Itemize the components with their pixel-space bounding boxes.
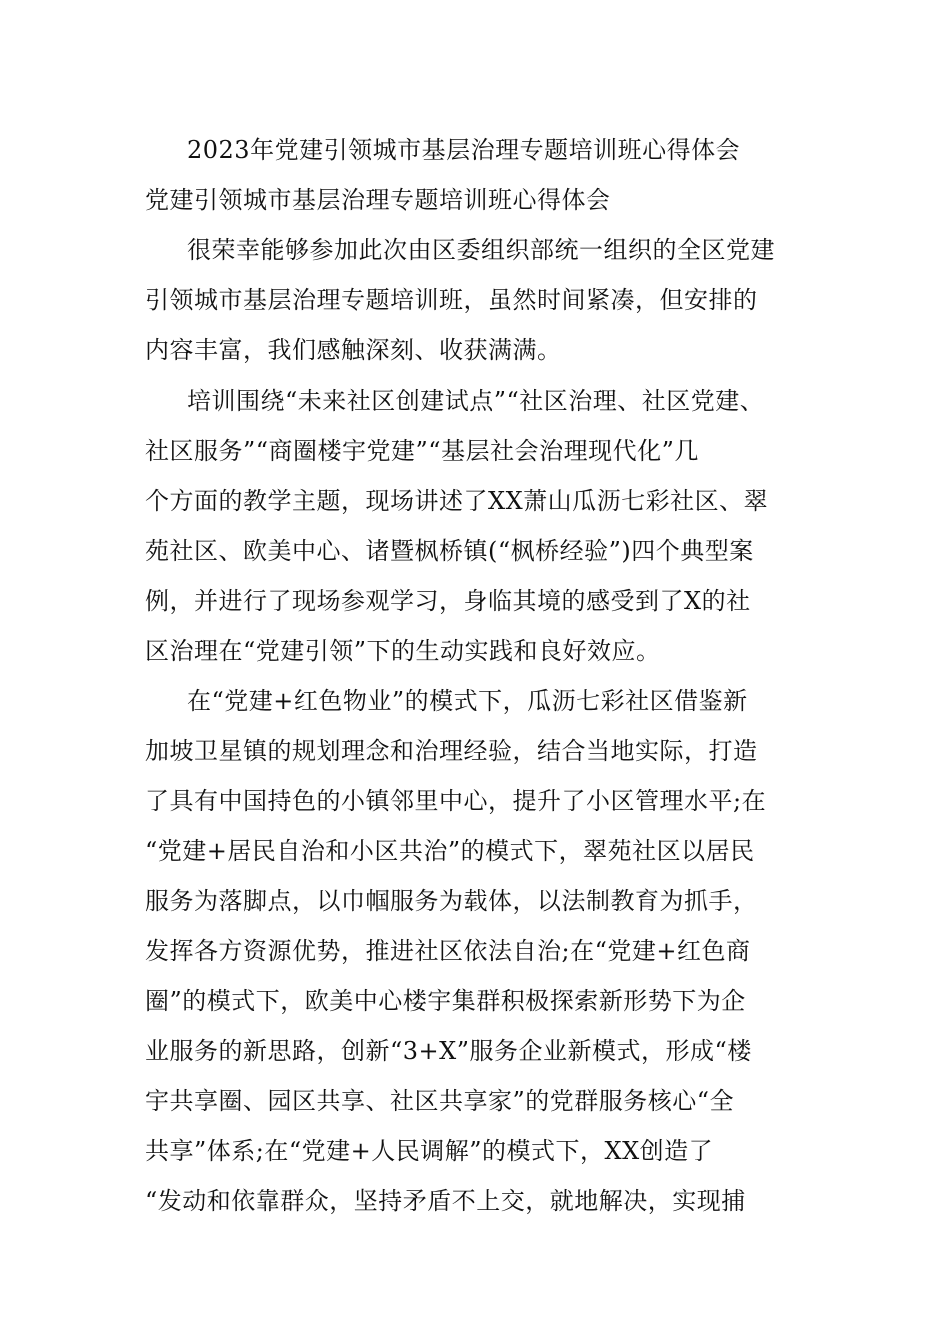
- paragraph-line: 了具有中国持色的小镇邻里中心，提升了小区管理水平;在: [145, 787, 767, 815]
- paragraph-line: 很荣幸能够参加此次由区委组织部统一组织的全区党建: [187, 236, 775, 264]
- paragraph-line: 发挥各方资源优势，推进社区依法自治;在“党建+红色商: [145, 937, 751, 965]
- paragraph-line: 社区服务”“商圈楼宇党建”“基层社会治理现代化”几: [145, 437, 699, 465]
- paragraph-line: 苑社区、欧美中心、诸暨枫桥镇(“枫桥经验”)四个典型案: [145, 537, 754, 565]
- paragraph-line: 引领城市基层治理专题培训班，虽然时间紧凑，但安排的: [145, 286, 758, 314]
- paragraph-line: “发动和依靠群众，坚持矛盾不上交，就地解决，实现捕: [145, 1187, 746, 1215]
- paragraph-line: 业服务的新思路，创新“3+X”服务企业新模式，形成“楼: [145, 1037, 752, 1065]
- paragraph-line: 宇共享圈、园区共享、社区共享家”的党群服务核心“全: [145, 1087, 735, 1115]
- paragraph-line: 圈”的模式下，欧美中心楼宇集群积极探索新形势下为企: [145, 987, 746, 1015]
- paragraph-line: “党建+居民自治和小区共治”的模式下，翠苑社区以居民: [145, 837, 755, 865]
- document-title: 2023年党建引领城市基层治理专题培训班心得体会: [187, 136, 741, 164]
- paragraph-line: 区治理在“党建引领”下的生动实践和良好效应。: [145, 637, 661, 665]
- paragraph-line: 服务为落脚点，以巾帼服务为载体，以法制教育为抓手，: [145, 887, 758, 915]
- paragraph-line: 例，并进行了现场参观学习，身临其境的感受到了X的社: [145, 587, 751, 615]
- paragraph-line: 培训围绕“未来社区创建试点”“社区治理、社区党建、: [187, 387, 765, 415]
- document-subtitle: 党建引领城市基层治理专题培训班心得体会: [145, 186, 611, 214]
- paragraph-line: 加坡卫星镇的规划理念和治理经验，结合当地实际，打造: [145, 737, 758, 765]
- paragraph-line: 共享”体系;在“党建+人民调解”的模式下，XX创造了: [145, 1137, 714, 1165]
- paragraph-line: 在“党建+红色物业”的模式下，瓜沥七彩社区借鉴新: [187, 687, 748, 715]
- paragraph-line: 个方面的教学主题，现场讲述了XX萧山瓜沥七彩社区、翠: [145, 487, 769, 515]
- paragraph-line: 内容丰富，我们感触深刻、收获满满。: [145, 336, 562, 364]
